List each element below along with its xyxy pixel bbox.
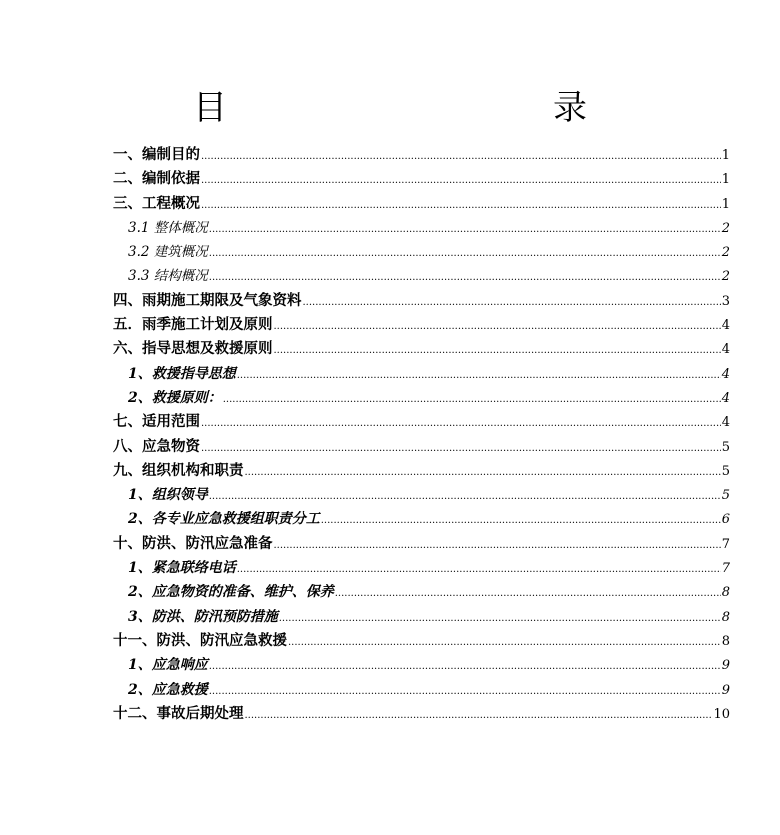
dot-leader	[201, 145, 721, 169]
toc-entry-label: 十、防洪、防汛应急准备	[113, 534, 273, 552]
dot-leader	[279, 607, 721, 631]
toc-entry-page-number: 10	[713, 706, 730, 722]
toc-entry-page-number: 2	[721, 245, 730, 261]
dot-leader	[209, 242, 721, 266]
toc-entry-page-number: 8	[721, 609, 730, 625]
dot-leader	[274, 339, 721, 363]
toc-entry-page-number: 2	[721, 220, 730, 236]
toc-entry-label: 六、指导思想及救援原则	[113, 340, 273, 358]
toc-entry-label: 3.3 结构概况	[128, 268, 208, 285]
dot-leader	[237, 364, 721, 388]
toc-entry-page-number: 1	[721, 172, 730, 188]
dot-leader	[223, 388, 721, 412]
dot-leader	[321, 509, 721, 533]
toc-entry-label: 2、各专业应急救援组职责分工	[128, 511, 320, 528]
dot-leader	[209, 218, 721, 242]
toc-entry[interactable]	[113, 580, 730, 604]
dot-leader	[274, 315, 721, 339]
toc-entry-label: 1、救援指导思想	[128, 365, 236, 382]
toc-entry-page-number: 4	[721, 415, 730, 431]
toc-entry-label: 十一、防洪、防汛应急救援	[113, 631, 287, 649]
toc-entry[interactable]	[113, 483, 730, 507]
toc-entry[interactable]	[113, 386, 730, 410]
toc-entry-page-number: 3	[721, 293, 730, 309]
toc-entry-label: 3、防洪、防汛预防措施	[128, 608, 278, 625]
dot-leader	[274, 534, 721, 558]
toc-entry-page-number: 9	[721, 682, 730, 698]
toc-entry-label: 九、组织机构和职责	[113, 461, 244, 479]
toc-entry[interactable]	[113, 167, 730, 191]
toc-entry[interactable]	[113, 532, 730, 556]
dot-leader	[201, 437, 721, 461]
toc-entry[interactable]	[113, 507, 730, 531]
toc-entry[interactable]	[113, 313, 730, 337]
toc-entry-label: 2、应急救援	[128, 681, 208, 698]
dot-leader	[201, 194, 721, 218]
dot-leader	[209, 485, 721, 509]
toc-entry-page-number: 7	[721, 561, 730, 577]
dot-leader	[303, 291, 721, 315]
toc-entry[interactable]	[113, 629, 730, 653]
toc-entry-label: 七、适用范围	[113, 413, 200, 431]
toc-entry-label: 十二、事故后期处理	[113, 704, 244, 722]
toc-entry-page-number: 2	[721, 269, 730, 285]
dot-leader	[209, 655, 721, 679]
dot-leader	[245, 461, 721, 485]
toc-entry[interactable]	[113, 216, 730, 240]
toc-entry[interactable]	[113, 410, 730, 434]
toc-entry-label: 3.1 整体概况	[128, 219, 208, 236]
page-title: 目 录	[193, 88, 673, 128]
dot-leader	[201, 169, 721, 193]
toc-entry-label: 二、编制依据	[113, 170, 200, 188]
dot-leader	[209, 680, 721, 704]
toc-entry[interactable]	[113, 362, 730, 386]
toc-entry-page-number: 5	[721, 463, 730, 479]
toc-entry-page-number: 9	[721, 658, 730, 674]
table-of-contents	[113, 143, 730, 726]
toc-entry-label: 2、救援原则：	[128, 389, 222, 406]
toc-entry-label: 五．雨季施工计划及原则	[113, 316, 273, 334]
toc-entry-page-number: 7	[721, 536, 730, 552]
toc-entry-page-number: 5	[721, 439, 730, 455]
toc-entry-label: 三、工程概况	[113, 194, 200, 212]
toc-entry-page-number: 8	[721, 633, 730, 649]
toc-entry-label: 八、应急物资	[113, 437, 200, 455]
dot-leader	[237, 558, 721, 582]
toc-entry-label: 1、应急响应	[128, 657, 208, 674]
toc-entry-page-number: 8	[721, 585, 730, 601]
toc-entry[interactable]	[113, 459, 730, 483]
toc-entry-page-number: 1	[721, 148, 730, 163]
toc-entry[interactable]	[113, 678, 730, 702]
toc-entry-page-number: 4	[721, 342, 730, 358]
toc-entry[interactable]	[113, 264, 730, 288]
dot-leader	[209, 266, 721, 290]
toc-entry[interactable]	[113, 605, 730, 629]
toc-entry-page-number: 4	[721, 366, 730, 382]
toc-entry[interactable]	[113, 556, 730, 580]
toc-entry-page-number: 4	[721, 318, 730, 334]
dot-leader	[288, 631, 721, 655]
toc-entry[interactable]	[113, 143, 730, 167]
toc-entry[interactable]	[113, 289, 730, 313]
toc-entry-page-number: 1	[721, 196, 730, 212]
toc-entry[interactable]	[113, 653, 730, 677]
toc-entry-page-number: 6	[721, 512, 730, 528]
dot-leader	[201, 412, 721, 436]
toc-entry[interactable]	[113, 240, 730, 264]
dot-leader	[245, 704, 713, 728]
toc-entry[interactable]	[113, 702, 730, 726]
toc-entry[interactable]	[113, 192, 730, 216]
toc-entry-label: 1、紧急联络电话	[128, 560, 236, 577]
toc-entry-label: 1、组织领导	[128, 487, 208, 504]
toc-entry-label: 3.2 建筑概况	[128, 244, 208, 261]
toc-entry[interactable]	[113, 435, 730, 459]
toc-entry-label: 2、应急物资的准备、维护、保养	[128, 584, 334, 601]
toc-entry-label: 一、编制目的	[113, 146, 200, 163]
toc-entry-page-number: 4	[721, 390, 730, 406]
toc-entry-label: 四、雨期施工期限及气象资料	[113, 291, 302, 309]
toc-entry[interactable]	[113, 337, 730, 361]
dot-leader	[335, 582, 721, 606]
toc-entry-page-number: 5	[721, 488, 730, 504]
